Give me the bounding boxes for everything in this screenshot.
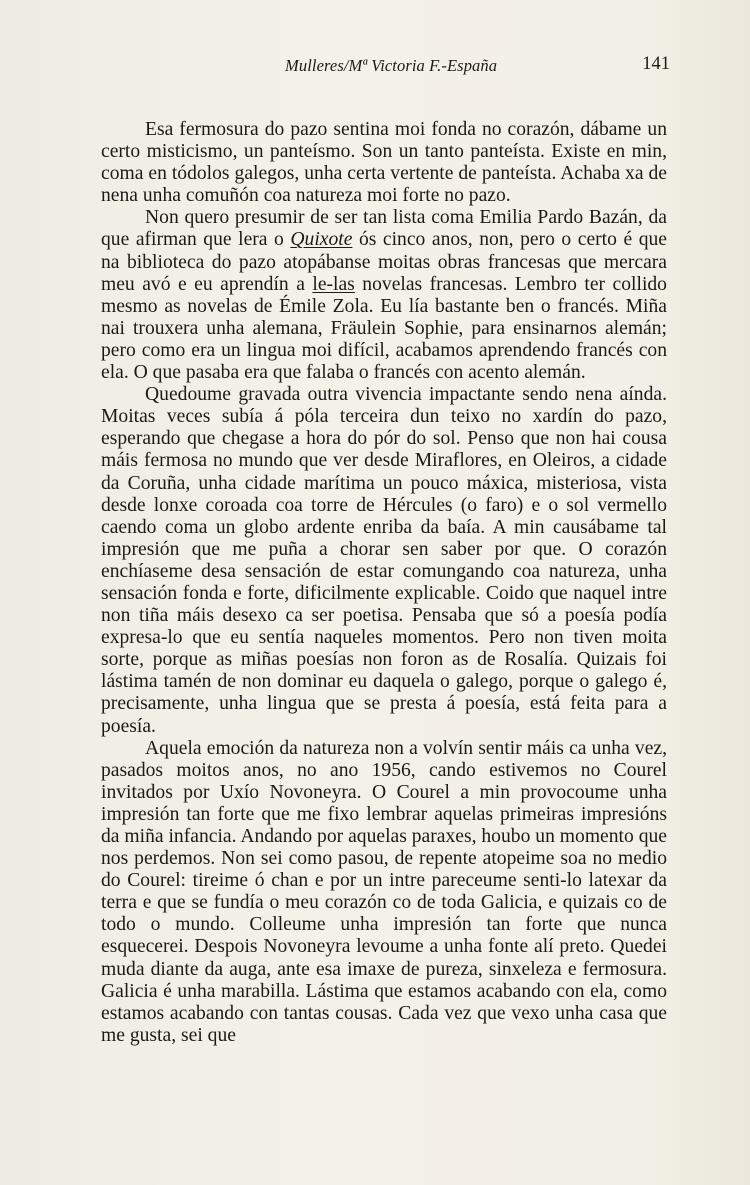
paragraph-2 — [101, 207, 667, 384]
page-number: 141 — [642, 54, 670, 74]
body-text — [101, 119, 667, 1047]
paragraph-2-text-a: Non quero presumir de ser tan lista coma Emilia Pardo Bazán, da que afirman que lera o — [101, 207, 667, 251]
paragraph-1: Esa fermosura do pazo sentina moi fonda no corazón, dábame un certo misticismo, un panteísmo. Son un tanto panteísta. Existe en min, coma en tódolos galegos, unha certa vertente de panteísta. Achaba xa de nena unha comuñón coa natureza moi forte no pazo. — [101, 119, 667, 207]
book-title-emphasis: Quixote — [290, 229, 353, 251]
running-header — [100, 50, 670, 80]
running-title: Mulleres/Mª Victoria F.-España — [285, 56, 498, 75]
underlined-word: le-las — [312, 273, 355, 295]
paragraph-2-text-c: novelas francesas. Lembro ter collido mesmo as novelas de Émile Zola. Eu lía bastante ben o francés. Miña nai trouxera unha alemana, Fräulein Sophie, para ensinarnos alemán; pero como era un lingua moi difícil, acabamos aprendendo francés con ela. O que pasaba era que falaba o francés con acento alemán. — [101, 273, 667, 384]
paragraph-3: Quedoume gravada outra vivencia impactante sendo nena aínda. Moitas veces subía á póla terceira dun teixo no xardín do pazo, esperando que chegase a hora do pór do sol. Penso que non hai cousa máis fermosa no mundo que ver desde Miraflores, en Oleiros, a cidade da Coruña, unha cidade marítima un pouco máxica, misteriosa, vista desde lonxe coroada coa torre de Hércules (o faro) e o sol vermello caendo coma un globo ardente enriba da baía. A min causábame tal impresión que me puña a chorar sen saber por que. O corazón enchíaseme desa sensación de estar comungando coa natureza, unha sensación fonda e forte, dificilmente explicable. Coido que naquel intre non tiña máis desexo ca ser poetisa. Pensaba que só a poesía podía expresa-lo que eu sentía naqueles momentos. Pero non tiven moita sorte, porque as miñas poesías non foron as de Rosalía. Quizais foi lástima tamén de non dominar eu daquela o galego, porque o galego é, precisamente, unha lingua que se presta á poesía, está feita para a poesía. — [101, 384, 667, 737]
paragraph-2-text-b: ós cinco anos, non, pero o certo é que na biblioteca do pazo atopábanse moitas obras francesas que mercara meu avó e eu aprendín a — [101, 229, 667, 295]
paragraph-4: Aquela emoción da natureza non a volvín sentir máis ca unha vez, pasados moitos anos, no ano 1956, cando estivemos no Courel invitados por Uxío Novoneyra. O Courel a min provocoume unha impresión tan forte que me fixo lembrar aquelas primeiras impresións da miña infancia. Andando por aquelas paraxes, houbo un momento que nos perdemos. Non sei como pasou, de repente atopeime soa no medio do Courel: tireime ó chan e por un intre pareceume senti-lo latexar da terra e que se fundía o meu corazón co de toda Galicia, e quizais co de todo o mundo. Colleume unha impresión tan forte que nunca esquecerei. Despois Novoneyra levoume a unha fonte alí preto. Quedei muda diante da auga, ante esa imaxe de pureza, sinxeleza e fermosura. Galicia é unha marabilla. Lástima que estamos acabando con ela, como estamos acabando con tantas cousas. Cada vez que vexo unha casa que me gusta, sei que — [101, 737, 667, 1046]
